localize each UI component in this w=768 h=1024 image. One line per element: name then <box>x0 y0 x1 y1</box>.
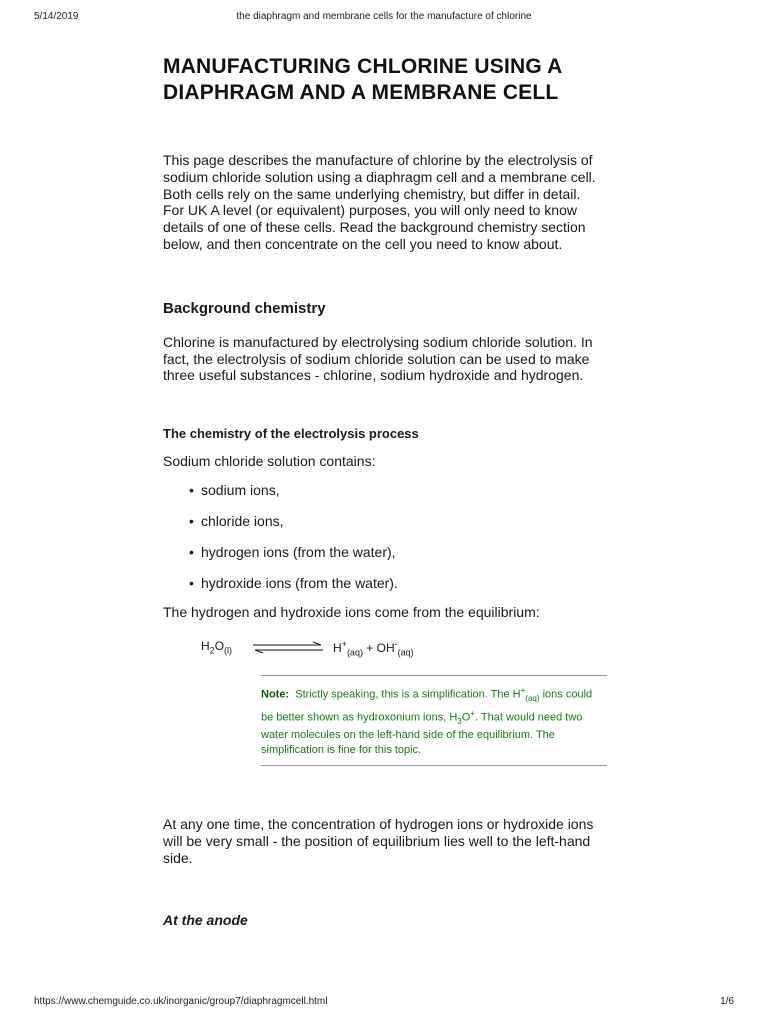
equation-reactant: $H_2O_{(l)}$ <box>201 638 233 656</box>
list-item: • hydrogen ions (from the water), <box>189 543 396 560</box>
note-label: Note: <box>261 688 290 701</box>
intro-paragraph: This page describes the manufacture of chlorine by the electrolysis of sodium chloride solution using a diaphragm cell and a membrane cell. Both cells rely on the same underlying chemistry, but differ in detail. For UK A level (or equivalent) purposes, you will only need to know details of one of these cells. Read the background chemistry section below, and then concentrate on the cell you need to know about. <box>163 152 596 252</box>
list-item: • hydroxide ions (from the water). <box>189 574 398 591</box>
background-paragraph: Chlorine is manufactured by electrolysing sodium chloride solution. In fact, the electrolysis of sodium chloride solution can be used to make three useful substances - chlorine, sodium hydroxide and hydrogen. <box>163 333 593 384</box>
equilibrium-arrows-icon <box>251 641 325 655</box>
page-title: MANUFACTURING CHLORINE USING A DIAPHRAGM AND A MEMBRANE CELL <box>163 55 562 104</box>
print-page-title: the diaphragm and membrane cells for the manufacture of chlorine <box>236 11 532 22</box>
equilibrium-position-paragraph: At any one time, the concentration of hydrogen ions or hydroxide ions will be very small - the position of equilibrium lies well to the left-hand side. <box>163 816 594 867</box>
equation-products: $H^+_{(aq)} + OH^-_{(aq)}$ <box>333 638 414 658</box>
list-item: • chloride ions, <box>189 512 284 529</box>
equilibrium-paragraph: The hydrogen and hydroxide ions come from the equilibrium: <box>163 603 540 620</box>
ion-list <box>163 482 603 592</box>
background-heading: Background chemistry <box>163 299 326 317</box>
bullet-icon: • <box>189 543 194 560</box>
anode-heading: At the anode <box>163 911 248 928</box>
note-box: Note: Strictly speaking, this is a simplification. The $H^+_{(aq)}$ ions could be better shown as hydroxonium ions, $H_3O^+$. That would need two water molecules on the left-hand side of the equilibrium. The simplification is fine for this topic. <box>261 675 607 767</box>
list-item: • sodium ions, <box>189 481 280 498</box>
equilibrium-equation <box>163 631 603 661</box>
print-url: https://www.chemguide.co.uk/inorganic/group7/diaphragmcell.html <box>34 996 328 1007</box>
article <box>163 54 603 929</box>
electrolysis-heading: The chemistry of the electrolysis process <box>163 426 419 442</box>
contains-paragraph: Sodium chloride solution contains: <box>163 453 376 470</box>
bullet-icon: • <box>189 574 194 591</box>
page-number: 1/6 <box>720 996 734 1007</box>
print-date: 5/14/2019 <box>34 11 79 22</box>
bullet-icon: • <box>189 512 194 529</box>
bullet-icon: • <box>189 481 194 498</box>
